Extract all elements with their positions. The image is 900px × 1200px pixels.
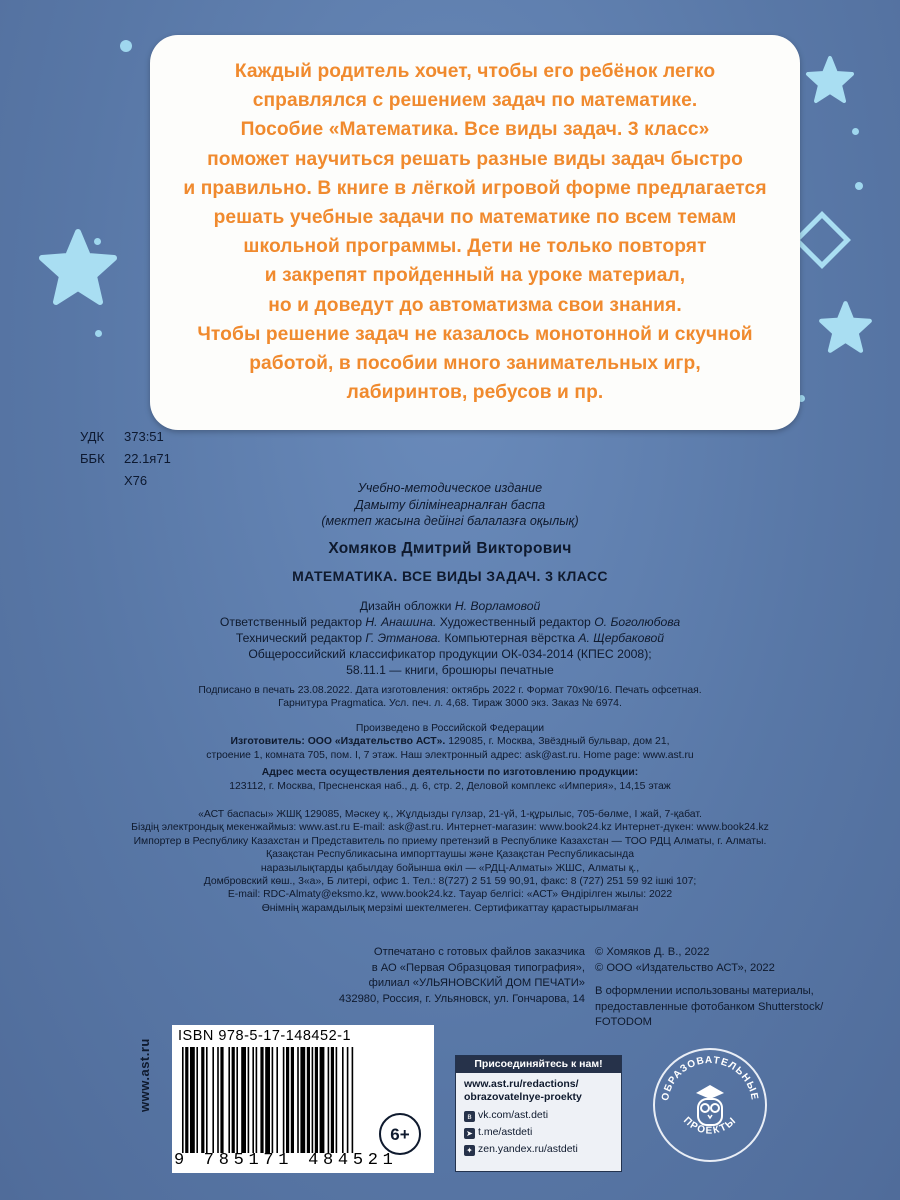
- kz-line: E-mail: RDC-Almaty@eksmo.kz, www.book24.kz. Тауар белгісі: «АСТ» Өндірілген жылы: 2022: [227, 889, 673, 901]
- decorative-dot: [855, 182, 863, 190]
- vk-link[interactable]: в vk.com/ast.deti: [464, 1109, 548, 1122]
- manufacturer-line: Изготовитель: ООО «Издательство АСТ». 129085, г. Москва, Звёздный бульвар, дом 21,: [230, 736, 670, 748]
- projects-link-2[interactable]: obrazovatelnye-proekty: [464, 1091, 582, 1103]
- promo-line: справлялся с решением задач по математике.: [252, 90, 698, 112]
- promo-line: но и доведут до автоматизма свои знания.: [268, 294, 682, 316]
- promo-line: и закрепят пройденный на уроке материал,: [264, 265, 686, 287]
- star-icon: [818, 300, 873, 355]
- printed-line: в АО «Первая Образцовая типография»,: [371, 961, 585, 974]
- star-icon: [805, 55, 855, 105]
- promo-line: и правильно. В книге в лёгкой игровой форме предлагается: [183, 177, 767, 199]
- bbk-label: ББК: [80, 451, 105, 466]
- author-name: Хомяков Дмитрий Викторович: [328, 540, 572, 557]
- kz-line: Біздің электрондық мекенжаймыз: www.ast.ru E-mail: ask@ast.ru. Интернет-магазин: www.book24.kz Интернет-дүкен: www.book24.kz: [131, 822, 769, 834]
- udk-code: [80, 426, 171, 448]
- educational-projects-logo: [650, 1045, 770, 1165]
- promo-line: поможет научиться решать разные виды задач быстро: [207, 148, 743, 170]
- print-info: [70, 684, 830, 711]
- udk-label: УДК: [80, 429, 105, 444]
- activity-address: 123112, г. Москва, Пресненская наб., д. 6, стр. 2, Деловой комплекс «Империя», 14,15 этаж: [229, 780, 671, 792]
- telegram-icon: ➤: [464, 1128, 475, 1139]
- promo-line: работой, в пособии много занимательных игр,: [249, 353, 701, 375]
- promo-line: решать учебные задачи по математике по всем темам: [213, 207, 737, 229]
- kazakh-info: [70, 808, 830, 915]
- print-info-line: Подписано в печать 23.08.2022. Дата изготовления: октябрь 2022 г. Формат 70х90/16. Печать офсетная.: [198, 685, 702, 696]
- printed-by: [250, 945, 585, 1007]
- classifier: Общероссийский классификатор продукции ОК-034-2014 (КПЕС 2008);: [248, 647, 652, 661]
- kz-line: «АСТ баспасы» ЖШҚ 129085, Мәскеу қ., Жұлдызды гүлзар, 21-үй, 1-құрылыс, 705-бөлме, I жай, 7-қабат.: [198, 809, 702, 820]
- social-header: Присоединяйтесь к нам!: [456, 1056, 621, 1073]
- promo-line: школьной программы. Дети не только повторят: [243, 236, 707, 258]
- manufacturer-info: [70, 722, 830, 793]
- age-rating-text: 6+: [390, 1125, 410, 1144]
- kz-line: наразылықтарды қабылдау бойынша өкіл — «РДЦ-Алматы» ЖШС, Алматы қ.,: [260, 862, 640, 874]
- vk-icon: в: [464, 1111, 475, 1122]
- copyright-publisher: © ООО «Издательство АСТ», 2022: [595, 961, 775, 974]
- star-icon: [38, 228, 118, 308]
- promo-line: Каждый родитель хочет, чтобы его ребёнок легко: [234, 61, 716, 82]
- zen-link[interactable]: ✦ zen.yandex.ru/astdeti: [464, 1143, 578, 1156]
- author-mark-value: Х76: [124, 473, 148, 488]
- age-rating-badge: [378, 1112, 422, 1156]
- seal-top-text: ОБРАЗОВАТЕЛЬНЫЕ: [660, 1054, 760, 1102]
- edition-type-kz-note: (мектеп жасына дейінгі балалазға оқылық): [321, 514, 579, 528]
- udk-value: 373:51: [124, 429, 164, 444]
- promo-card: [150, 35, 800, 430]
- promo-line: Пособие «Математика. Все виды задач. 3 класс»: [240, 119, 710, 141]
- credit-tech: Технический редактор Г. Этманова. Компьютерная вёрстка А. Щербаковой: [235, 631, 665, 645]
- decorative-dot: [852, 128, 859, 135]
- decorative-dot: [94, 238, 101, 245]
- kz-line: Домбровский көш., 3«а», Б литері, офис 1. Тел.: 8(727) 2 51 59 90,91, факс: 8 (727) 251 59 92 ішкі 107;: [203, 876, 697, 888]
- promo-line: Чтобы решение задач не казалось монотонной и скучной: [197, 323, 753, 345]
- seal-bottom-text: ПРОЕКТЫ: [681, 1115, 739, 1137]
- credits: [170, 598, 730, 678]
- telegram-link[interactable]: ➤ t.me/astdeti: [464, 1126, 532, 1139]
- bbk-value: 22.1я71: [124, 451, 171, 466]
- kz-line: Импортер в Республику Казахстан и Представитель по приему претензий в Республике Казахстан — ТОО РДЦ Алматы, г. Алматы.: [133, 835, 767, 847]
- bbk-code: [80, 448, 171, 470]
- printed-line: Отпечатано с готовых файлов заказчика: [373, 946, 585, 958]
- social-links-panel: [455, 1055, 622, 1172]
- credit-cover: Дизайн обложки Н. Ворламовой: [359, 599, 541, 613]
- zen-icon: ✦: [464, 1145, 475, 1156]
- decorative-dot: [95, 330, 102, 337]
- edition-type-kz: Дамыту білімінеарналған баспа: [354, 497, 546, 512]
- produced-in: Произведено в Российской Федерации: [355, 723, 545, 734]
- site-vertical[interactable]: www.ast.ru: [137, 1038, 152, 1112]
- printed-line: 432980, Россия, г. Ульяновск, ул. Гончарова, 14: [338, 992, 585, 1005]
- promo-text: [160, 57, 790, 407]
- barcode-digits: 9 785171 484521: [174, 1151, 398, 1170]
- copyright: [595, 945, 823, 1031]
- manufacturer-address: строение 1, комната 705, пом. I, 7 этаж. Наш электронный адрес: ask@ast.ru. Home page: www.ast.ru: [206, 749, 694, 761]
- owl-icon: [696, 1085, 724, 1125]
- kz-line: Қазақстан Республикасына импорттаушы және Қазақстан Республикасында: [266, 849, 634, 861]
- credit-editors: Ответственный редактор Н. Анашина. Художественный редактор О. Боголюбова: [219, 615, 681, 629]
- promo-line: лабиринтов, ребусов и пр.: [346, 382, 604, 404]
- photo-credit: предоставленные фотобанком Shutterstock/: [595, 1000, 824, 1013]
- decorative-dot: [120, 40, 132, 52]
- edition-type: [100, 480, 800, 530]
- classifier-code: 58.11.1 — книги, брошюры печатные: [346, 663, 554, 677]
- activity-label: Адрес места осуществления деятельности по изготовлению продукции:: [261, 767, 639, 779]
- photo-credit: В оформлении использованы материалы,: [595, 985, 814, 998]
- book-title: МАТЕМАТИКА. ВСЕ ВИДЫ ЗАДАЧ. 3 КЛАСС: [292, 568, 608, 584]
- copyright-author: © Хомяков Д. В., 2022: [595, 946, 710, 958]
- projects-link[interactable]: www.ast.ru/redactions/: [464, 1078, 579, 1090]
- isbn-number: ISBN 978-5-17-148452-1: [178, 1028, 352, 1044]
- photo-credit: FOTODOM: [595, 1016, 652, 1029]
- printed-line: филиал «УЛЬЯНОВСКИЙ ДОМ ПЕЧАТИ»: [368, 977, 585, 990]
- kz-line: Өнімнің жарамдылық мерзімі шектелмеген. Сертификаттау қарастырылмаған: [261, 902, 639, 914]
- edition-type-ru: Учебно-методическое издание: [357, 481, 543, 495]
- print-info-line: Гарнитура Pragmatica. Усл. печ. л. 4,68. Тираж 3000 экз. Заказ № 6974.: [278, 698, 622, 710]
